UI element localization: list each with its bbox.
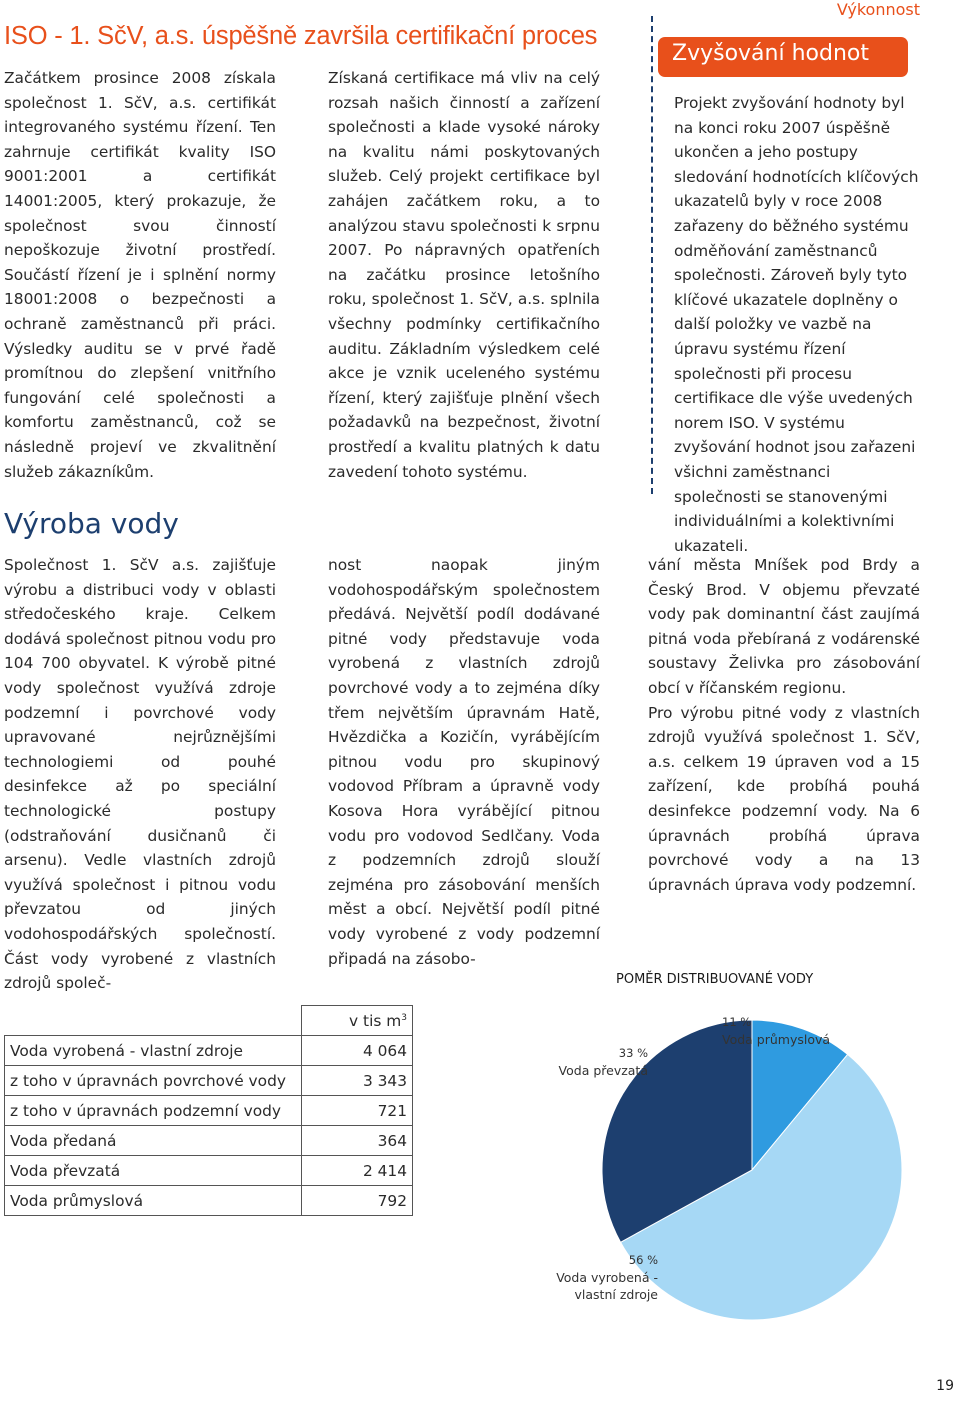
- table-row-value: 2 414: [302, 1156, 413, 1186]
- table-row-label: z toho v úpravnách podzemní vody: [5, 1096, 302, 1126]
- slice-label-name: Voda převzatá: [558, 1063, 648, 1078]
- table-row-value: 364: [302, 1126, 413, 1156]
- iso-paragraph-1: Začátkem prosince 2008 získala společnost 1. SčV, a.s. certifikát integrovaného systému řízení. Ten zahrnuje certifikát kvality ISO 9001:2001 a certifikát 14001:2005, který prokazuje, že společnost svou činností nepoškozuje životní prostředí. Součástí řízení je i splnění normy 18001:2008 o bezpečnosti a ochraně zaměstnanců při práci. Výsledky auditu se v prvé řadě promítnou do zlepšení vnitřního fungování celé společnosti a komfortu zaměstnanců, což se následně projeví ve zkvalitnění služeb zákazníkům.: [4, 69, 276, 481]
- water-volume-table: [4, 1005, 413, 1216]
- table-unit-header: v tis $m^3$: [302, 1006, 413, 1036]
- iso-text-column-2: [328, 66, 600, 484]
- iso-paragraph-2: Získaná certifikace má vliv na celý rozsah našich činností a zařízení společnosti a klade vysoké nároky na kvalitu námi poskytovaných služeb. Celý projekt certifikace byl zahájen začátkem roku, a to analýzou stavu společnosti k srpnu 2007. Po nápravných opatřeních na začátku prosince letošního roku, společnost 1. SčV, a.s. splnila všechny podmínky certifikačního auditu. Základním výsledkem celé akce je vznik uceleného systému řízení, který zajišťuje plnění všech požadavků na bezpečnost, životní prostředí a kvalitu platných k datu zavedení tohoto systému.: [328, 69, 600, 481]
- water-heading: Výroba vody: [4, 507, 179, 540]
- water-paragraph-3a: vání města Mníšek pod Brdy a Český Brod. V objemu převzaté vody pak dominantní část zaujímá pitná voda přebíraná z vodárenské soustavy Želivka pro zásobování obcí v říčanském regionu.: [648, 556, 920, 697]
- slice-label-vyrobena: [538, 1252, 658, 1303]
- water-text-column-1: [4, 553, 276, 996]
- slice-label-prumyslova: [722, 1014, 832, 1048]
- table-row-value: 721: [302, 1096, 413, 1126]
- table-row-label: Voda průmyslová: [5, 1186, 302, 1216]
- page-number: 19: [936, 1378, 954, 1394]
- table-row-value: 3 343: [302, 1066, 413, 1096]
- slice-label-percent: 11 %: [722, 1015, 752, 1029]
- water-text-column-3: [648, 553, 920, 897]
- slice-label-percent: 33 %: [618, 1046, 648, 1060]
- table-row: [5, 1186, 413, 1216]
- table-row-value: 4 064: [302, 1036, 413, 1066]
- sidebar-paragraph: Projekt zvyšování hodnoty byl na konci roku 2007 úspěšně ukončen a jeho postupy sledování hodnotících klíčových ukazatelů byly v roce 2008 zařazeny do běžného systému odměňování zaměstnanců společnosti. Zároveň byly tyto klíčové ukazatele doplněny o další položky ve vazbě na úpravu systému řízení společnosti při procesu certifikace dle výše uvedených norem ISO. V systému zvyšování hodnot jsou zařazeni všichni zaměstnanci společnosti se stanovenými individuálními a kolektivními ukazateli.: [674, 94, 919, 555]
- water-paragraph-1: Společnost 1. SčV a.s. zajišťuje výrobu a distribuci vody v oblasti středočeského kraje. Celkem dodává společnost pitnou vodu pro 104 700 obyvatel. K výrobě pitné vody společnost využívá zdroje podzemní i povrchové vody upravované nejrůznějšími technologiemi od pouhé desinfekce až po speciální technologické postupy (odstraňování dusičnanů či arsenu). Vedle vlastních zdrojů využívá společnost i pitnou vodu převzatou od jiných vodohospodářských společností. Část vody vyrobené z vlastních zdrojů společ-: [4, 556, 276, 993]
- sidebar-text: [674, 91, 919, 558]
- table-row-label: Voda vyrobená - vlastní zdroje: [5, 1036, 302, 1066]
- iso-text-column-1: [4, 66, 276, 484]
- table-row-value: 792: [302, 1186, 413, 1216]
- table-header-empty: [5, 1006, 302, 1036]
- table-row-label: Voda předaná: [5, 1126, 302, 1156]
- section-label: Výkonnost: [836, 0, 920, 19]
- table-row-label: z toho v úpravnách povrchové vody: [5, 1066, 302, 1096]
- chart-title: POMĚR DISTRIBUOVANÉ VODY: [616, 972, 814, 987]
- table-row: [5, 1066, 413, 1096]
- water-paragraph-2: nost naopak jiným vodohospodářským společnostem předává. Největší podíl dodávané pitné vody představuje voda vyrobená z vlastních zdrojů povrchové vody a to zejména díky třem největším úpravnám Hatě, Hvězdička a Kozičín, vyrábějícím pitnou vodu pro skupinový vodovod Příbram a úpravně vody Kosova Hora vyrábějící pitnou vodu pro vodovod Sedlčany. Voda z podzemních zdrojů slouží zejména pro zásobování menších měst a obcí. Největší podíl pitné vody vyrobené z vody podzemní připadá na zásobo-: [328, 556, 600, 968]
- table-row: [5, 1096, 413, 1126]
- water-text-column-2: [328, 553, 600, 971]
- table-row-label: Voda převzatá: [5, 1156, 302, 1186]
- table-row: [5, 1156, 413, 1186]
- sidebar-divider: [651, 16, 653, 494]
- sidebar-heading: Zvyšování hodnot: [658, 37, 908, 77]
- slice-label-prevzata: [552, 1045, 648, 1079]
- water-paragraph-3b: Pro výrobu pitné vody z vlastních zdrojů využívá společnost 1. SčV, a.s. celkem 19 úpraven vod a 15 zařízení, kde probíhá pouhá desinfekce podzemní vody. Na 6 úpravnách probíhá úprava povrchové vody a na 13 úpravnách úprava vody podzemní.: [648, 703, 920, 894]
- table-row: [5, 1036, 413, 1066]
- table-header-row: [5, 1006, 413, 1036]
- page-title: ISO - 1. SčV, a.s. úspěšně završila certifikační proces: [4, 22, 598, 50]
- slice-label-name: Voda průmyslová: [722, 1032, 831, 1047]
- slice-label-name: Voda vyrobená - vlastní zdroje: [556, 1270, 658, 1302]
- table-row: [5, 1126, 413, 1156]
- slice-label-percent: 56 %: [628, 1253, 658, 1267]
